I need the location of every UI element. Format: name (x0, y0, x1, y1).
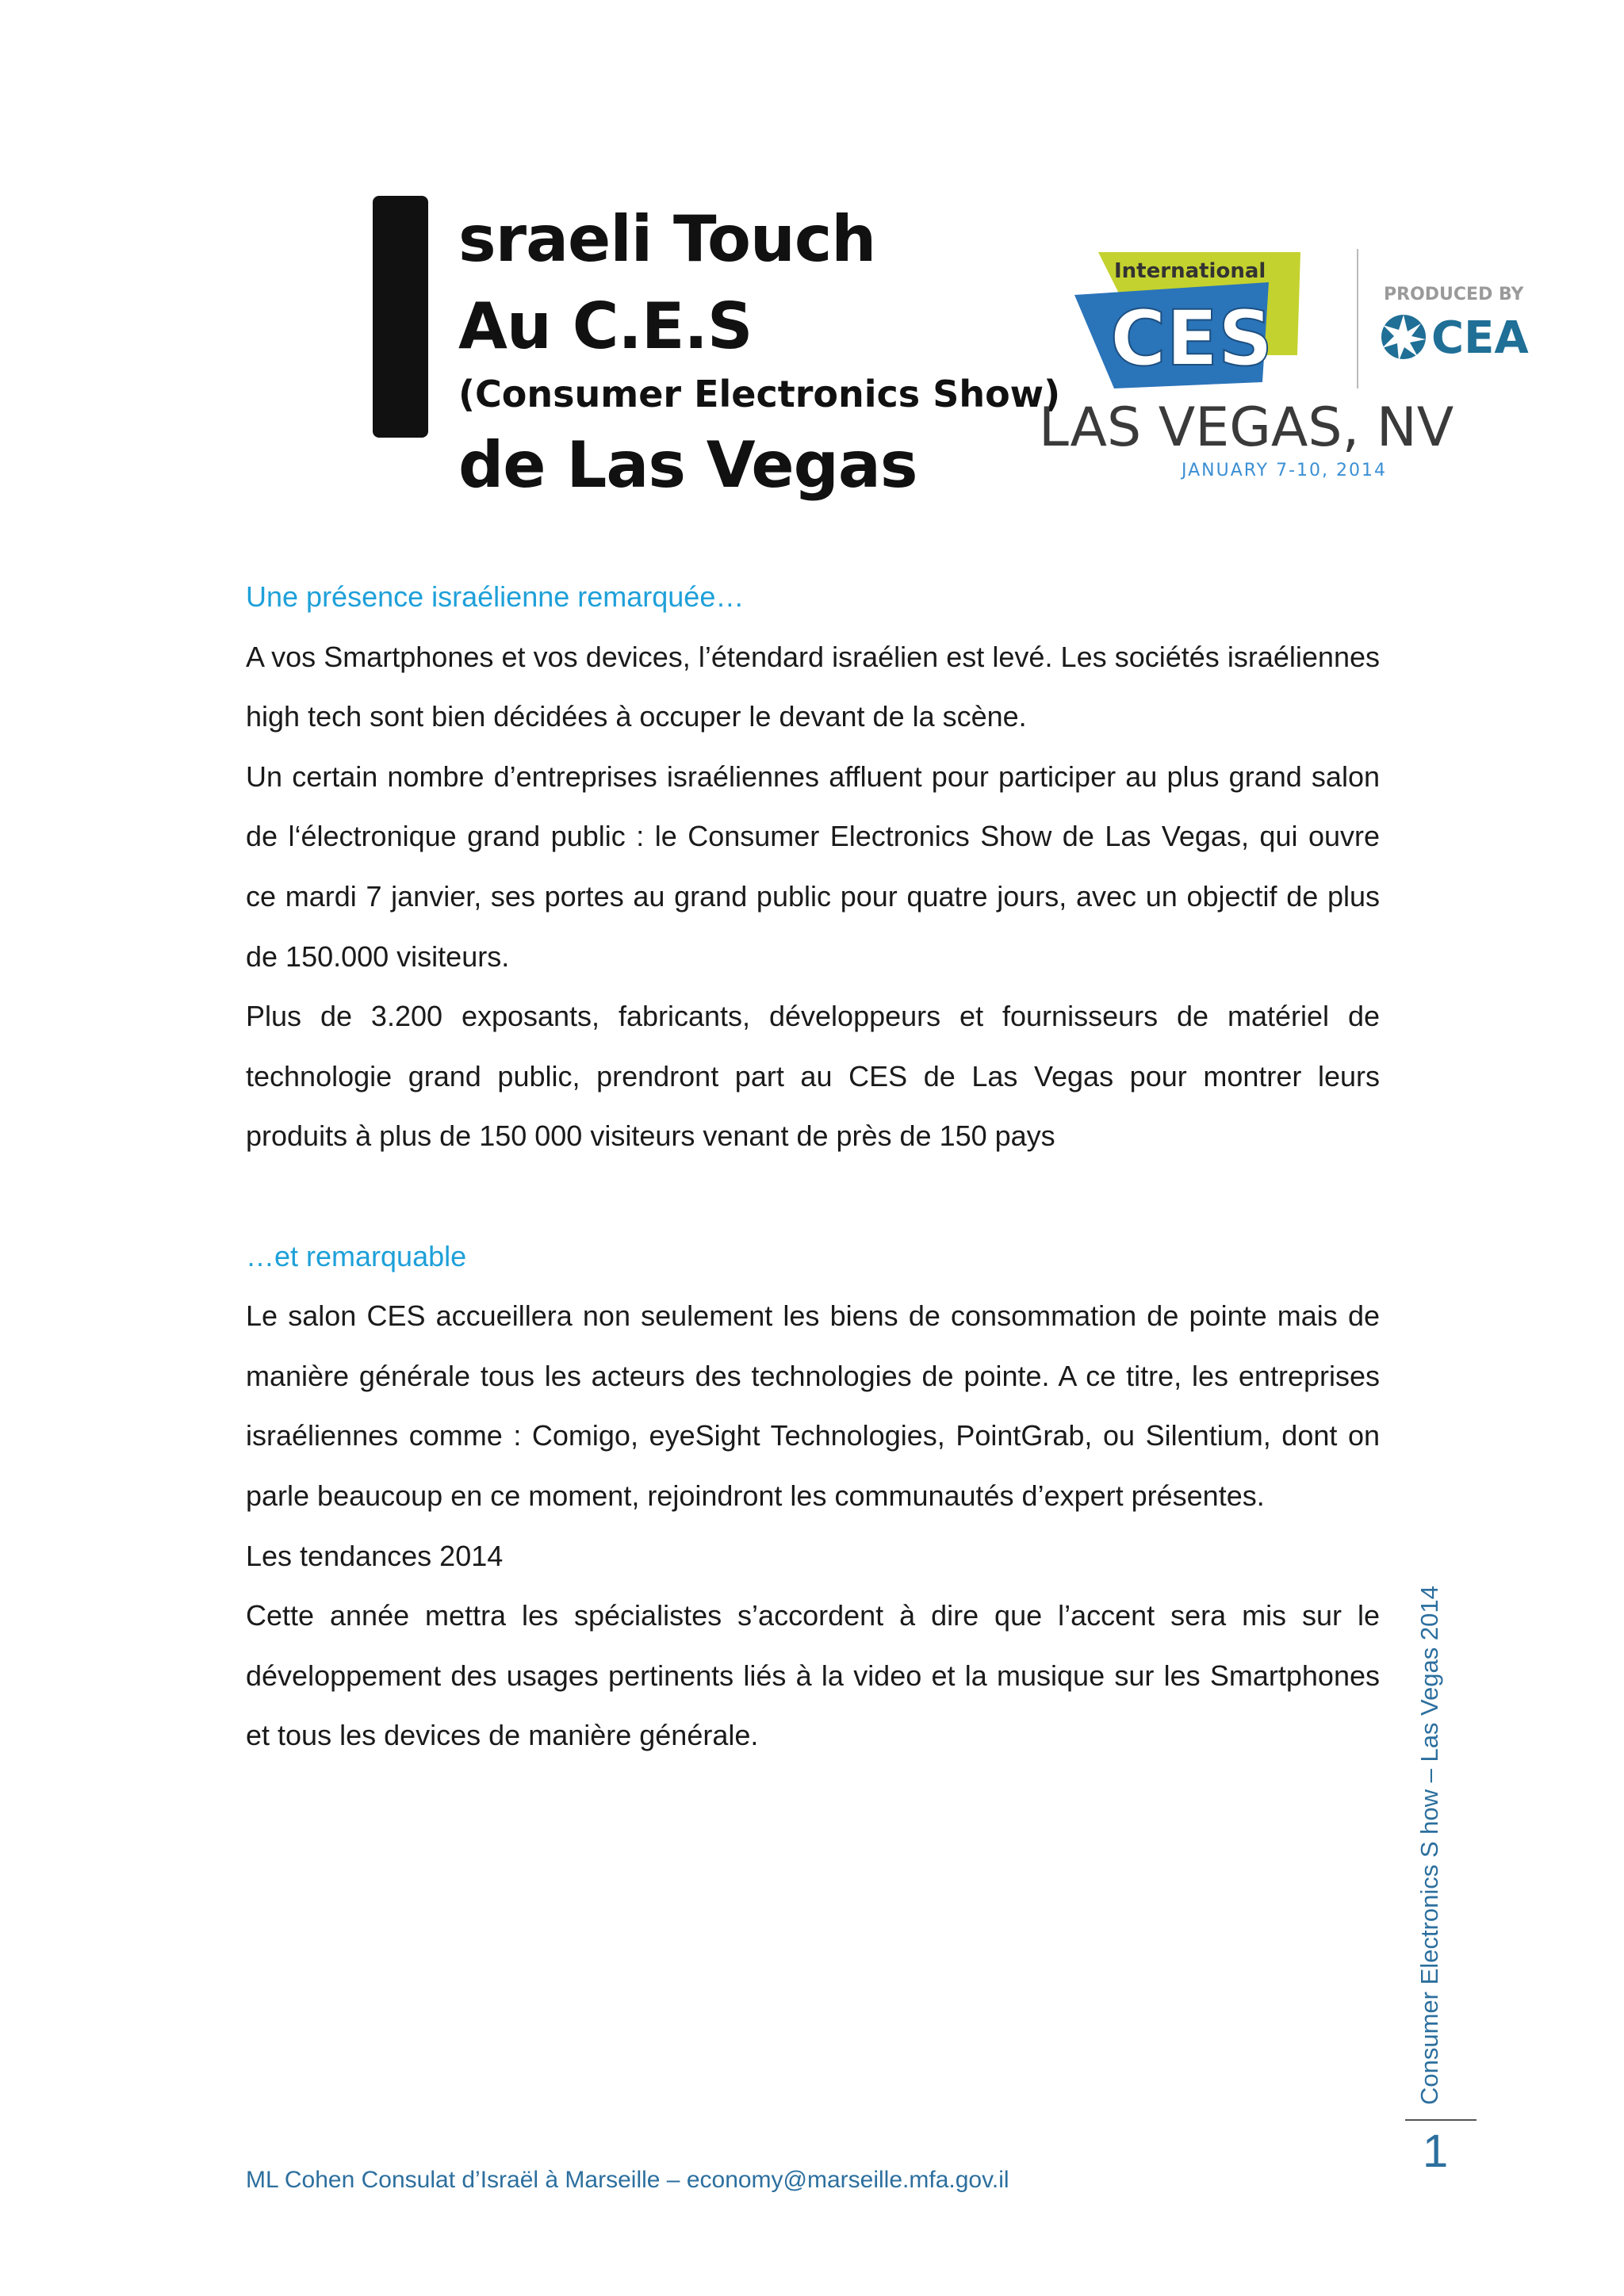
paragraph: Les tendances 2014 (246, 1539, 504, 1572)
paragraph: Plus de 3.200 exposants, fabricants, développeurs et fournisseurs de matériel de technologie grand public, prendront part au CES de Las Vegas pour montrer leurs produits à plus de 150 000 visiteurs venant de près de 150 pays (246, 1000, 1380, 1153)
ces-logo-international: International (1114, 259, 1266, 283)
ces-logo (1031, 238, 1538, 499)
logo-dates: JANUARY 7-10, 2014 (1182, 461, 1387, 480)
section-heading-presence: Une présence israélienne remarquée… (246, 580, 745, 613)
paragraph: Le salon CES accueillera non seulement les biens de consommation de pointe mais de manière générale tous les acteurs des technologies de pointe. A ce titre, les entreprises israéliennes comme : Comigo, eyeSight Technologies, PointGrab, ou Silentium, dont on parle beaucoup en ce moment, rejoindront les communautés d’expert présentes. (246, 1299, 1380, 1512)
paragraph: Cette année mettra les spécialistes s’accordent à dire que l’accent sera mis sur le développement des usages pertinents liés à la video et la musique sur les Smartphones et tous les devices de manière générale. (246, 1599, 1380, 1752)
drop-cap-letter (373, 196, 428, 438)
cea-star-icon (1381, 315, 1426, 361)
title-line-2: Au C.E.S (458, 289, 753, 363)
footer-contact: ML Cohen Consulat d’Israël à Marseille – economy@marseille.mfa.gov.il (246, 2167, 1009, 2193)
page-number: 1 (1423, 2126, 1449, 2177)
page-number-rule (1405, 2119, 1477, 2121)
paragraph: Un certain nombre d’entreprises israéliennes affluent pour participer au plus grand salon de l‘électronique grand public : le Consumer Electronics Show de Las Vegas, qui ouvre ce mardi 7 janvier, ses portes au grand public pour quatre jours, avec un objectif de plus de 150.000 visiteurs. (246, 760, 1380, 973)
paragraph: A vos Smartphones et vos devices, l’étendard israélien est levé. Les sociétés israéliennes high tech sont bien décidées à occuper le devant de la scène. (246, 640, 1380, 733)
title-line-4: de Las Vegas (458, 428, 917, 502)
ces-logo-ces: CES (1110, 294, 1274, 383)
spacer (246, 1166, 1380, 1226)
title-line-1: sraeli Touch (458, 202, 876, 276)
article-body (246, 567, 1380, 1766)
section-heading-remarquable: …et remarquable (246, 1239, 467, 1272)
side-running-title: Consumer Electronics S how – Las Vegas 2014 (1415, 1586, 1443, 2105)
cea-wordmark: CEA (1431, 312, 1529, 364)
cea-produced-by: PRODUCED BY (1384, 285, 1524, 304)
title-line-3: (Consumer Electronics Show) (458, 373, 1061, 415)
logo-city: LAS VEGAS, NV (1039, 396, 1454, 459)
